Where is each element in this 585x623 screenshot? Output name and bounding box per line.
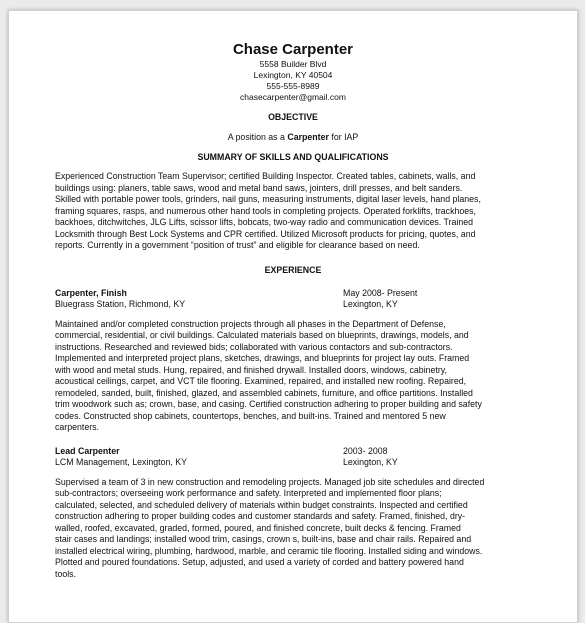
resume-content	[55, 39, 531, 580]
job-1-line: remodeled, sanded, built, finished, glazed, and assembled cabinets, furniture, and office partitions. Installed	[55, 387, 473, 398]
job-1-line: Maintained and/or completed construction projects through all phases in the Department of Defense,	[55, 318, 446, 329]
job-2-line: installed electrical wiring, plumbing, hardwood, marble, and ceramic tile flooring. Installed siding and windows.	[55, 545, 483, 556]
job-1-line: trim woodwork such as; crown, base, and casing. Certified construction adhering to proper building and safety	[55, 399, 482, 409]
job-2-line: Plotted and poured foundations. Setup, adjusted, and used a variety of corded and battery powered hand	[55, 557, 464, 567]
summary-line: reports. Currently in a government “position of trust” and eligible for clearance based on need.	[55, 240, 420, 250]
job-1-company-row	[55, 299, 531, 311]
phone-number: 555-555-8989	[266, 81, 320, 91]
job-2-line: calculated, selected, and scheduled delivery of materials within budget constraints. Inspected and certified	[55, 499, 468, 510]
job-1-line: carpenters.	[55, 422, 100, 432]
objective-suffix: for IAP	[328, 132, 359, 142]
address-line-1: 5558 Builder Blvd	[259, 59, 327, 69]
summary-line: buildings using: planers, table saws, wood and metal band saws, jointers, drill presses, and belt sanders.	[55, 182, 463, 193]
job-1-line: codes. Constructed shop cabinets, countertops, benches, and built-ins. Trained and mentored 5 new	[55, 410, 446, 421]
experience-heading: EXPERIENCE	[264, 264, 322, 275]
job-2-company-row	[55, 457, 531, 469]
job-2-description	[55, 477, 531, 581]
job-2-title: Lead Carpenter	[55, 445, 120, 456]
summary-line: framing squares, rasps, and numerous other hand tools in completing projects. Operated forklifts, trackhoes,	[55, 205, 476, 216]
summary-heading: SUMMARY OF SKILLS AND QUALIFICATIONS	[197, 152, 389, 162]
job-2-title-row	[55, 446, 531, 458]
summary-line: Locksmith through Best Lock Systems and CPR certified. Utilized Microsoft products for pricing, quotes, and	[55, 228, 476, 239]
job-1-description	[55, 319, 531, 434]
job-1-line: instructions. Researched and reviewed bids; collaborated with various contactors and sub-contractors.	[55, 341, 453, 352]
job-2-line: construction adhering to proper building codes and customer standards and safety. Framed, finished, dry-	[55, 511, 466, 521]
summary-line: Skilled with portable power tools, grinders, nail guns, measuring instruments, digital laser levels, hand planes,	[55, 194, 481, 204]
summary-paragraph	[55, 171, 531, 252]
objective-role: Carpenter	[287, 132, 329, 142]
job-2-line: Supervised a team of 3 in new construction and remodeling projects. Managed job site schedules and directed	[55, 476, 485, 487]
job-1-dates: May 2008- Present	[343, 287, 418, 298]
job-2-dates: 2003- 2008	[343, 445, 388, 456]
job-1-location: Lexington, KY	[343, 299, 398, 309]
job-1-line: acoustical ceilings, carpet, and VCT tile flooring. Examined, repaired, and installed new roofing. Repaired,	[55, 376, 467, 386]
job-1-title-row	[55, 288, 531, 300]
job-2-location: Lexington, KY	[343, 457, 398, 467]
job-2-line: sub-contractors; overseeing work performance and safety. Interpreted and implemented floor plans;	[55, 488, 442, 498]
candidate-name: Chase Carpenter	[232, 41, 354, 58]
summary-line: backhoes, ditchwitches, JLG Lifts, scissor lifts, bobcats, two-way radio and communication devices. Trained	[55, 217, 474, 227]
job-1-title: Carpenter, Finish	[55, 287, 127, 298]
objective-prefix: A position as a	[227, 132, 288, 142]
objective-heading: OBJECTIVE	[268, 112, 318, 122]
summary-line: Experienced Construction Team Supervisor; certified Building Inspector. Created tables, cabinets, walls, and	[55, 171, 476, 181]
job-2-company: LCM Management, Lexington, KY	[55, 457, 188, 467]
job-2-line: walled, roofed, excavated, graded, formed, poured, and finished concrete, built decks & fencing. Framed	[55, 522, 461, 533]
job-1-line: Implemented and interpreted project plans, sketches, drawings, and blueprints for project lay outs. Framed	[55, 353, 470, 363]
objective-text	[55, 131, 531, 143]
resume-page	[8, 10, 578, 623]
job-1-line: commercial, residential, or civil buildings. Calculated materials based on blueprints, drawings, models, and	[55, 330, 469, 340]
job-2-line: tools.	[55, 568, 77, 579]
address-line-2: Lexington, KY 40504	[253, 70, 333, 80]
email-address: chasecarpenter@gmail.com	[240, 92, 346, 102]
job-2-line: stair cases and landings; installed wood trim, casings, crown s, built-ins, base and chair rails. Repaired and	[55, 534, 472, 544]
job-1-company: Bluegrass Station, Richmond, KY	[55, 299, 186, 309]
job-1-line: with wood and metal studs. Hung, repaired, and finished drywall. Installed doors, windows, cabinetry,	[55, 364, 447, 375]
